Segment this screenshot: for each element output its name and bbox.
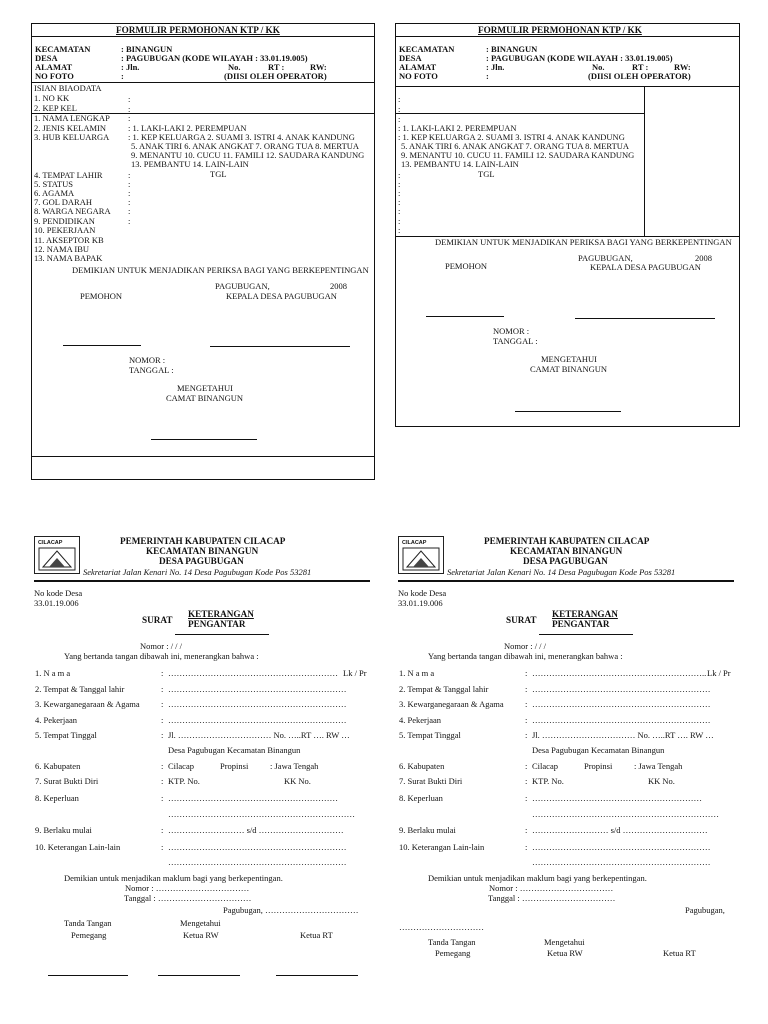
label-nomor: NOMOR : xyxy=(129,355,166,365)
colon: : xyxy=(161,730,164,740)
colon: : xyxy=(525,668,528,678)
colon: : xyxy=(398,179,401,189)
field-label: 7. GOL DARAH xyxy=(34,197,93,207)
value-alamat: : Jln. xyxy=(121,62,140,72)
value-desa: : PAGUBUGAN (KODE WILAYAH : 33.01.19.005) xyxy=(486,53,673,63)
row-label: 3. Kewarganegaraan & Agama xyxy=(35,699,140,709)
place-pagubugan: PAGUBUGAN, xyxy=(578,253,633,263)
field-label: 12. NAMA IBU xyxy=(34,244,90,254)
row-label: 7. Surat Bukti Diri xyxy=(399,776,463,786)
jenis-kelamin-options: : 1. LAKI-LAKI 2. PEREMPUAN xyxy=(398,123,517,133)
colon: : xyxy=(525,684,528,694)
signature-line xyxy=(276,975,358,976)
value-alamat: : Jln. xyxy=(486,62,505,72)
colon: : xyxy=(128,113,131,123)
label-no: No. xyxy=(228,62,241,72)
value-kecamatan: : BINANGUN xyxy=(121,44,173,54)
label-kk-no: KK No. xyxy=(284,776,311,786)
value-kode-desa: 33.01.19.006 xyxy=(34,598,79,608)
label-rw: RW: xyxy=(674,62,691,72)
row-label: 2. Tempat & Tanggal lahir xyxy=(399,684,489,694)
photo-box-border xyxy=(644,86,645,113)
nomor-line: Nomor : / / / xyxy=(140,641,183,651)
label-propinsi: Propinsi xyxy=(584,761,613,771)
hub-keluarga-options: 13. PEMBANTU 14. LAIN-LAIN xyxy=(401,159,519,169)
colon: : xyxy=(398,197,401,207)
dots-keperluan-2: ………………………………………………………… xyxy=(532,809,719,819)
row-label: 8. Keperluan xyxy=(35,793,79,803)
colon: : xyxy=(398,216,401,226)
tempat-tinggal-dots: Jl. …………………………… No. …..RT …. RW … xyxy=(168,730,350,740)
value-kabupaten: Cilacap xyxy=(168,761,194,771)
dots: ……………………………………………………… xyxy=(532,842,711,852)
colon: : xyxy=(525,776,528,786)
field-label: 5. STATUS xyxy=(34,179,73,189)
row-label: 4. Pekerjaan xyxy=(399,715,442,725)
colon: : xyxy=(525,825,528,835)
dots: ……………………………………………………… xyxy=(168,699,347,709)
value-propinsi: : Jawa Tengah xyxy=(634,761,683,771)
row-label: 1. N a m a xyxy=(399,668,435,678)
nomor-line: Nomor : / / / xyxy=(504,641,547,651)
label-rw: RW: xyxy=(310,62,327,72)
dots: ……………………………………………………… xyxy=(168,684,347,694)
hub-keluarga-options: 5. ANAK TIRI 6. ANAK ANGKAT 7. ORANG TUA 8. MERTUA xyxy=(131,141,360,151)
row-label: 6. Kabupaten xyxy=(35,761,81,771)
colon: : xyxy=(161,761,164,771)
colon: : xyxy=(398,94,401,104)
intro-text: Yang bertanda tangan dibawah ini, menerangkan bahwa : xyxy=(428,651,623,661)
label-propinsi: Propinsi xyxy=(220,761,249,771)
sig-ketua-rw: Ketua RW xyxy=(547,948,583,958)
header-address: Sekretariat Jalan Kenari No. 14 Desa Pagubugan Kode Pos 53281 xyxy=(447,567,676,577)
dots: ……………………………………………………… xyxy=(532,699,711,709)
dots-keperluan: …………………………………………………… xyxy=(532,793,702,803)
hub-keluarga-options: : 1. KEP KELUARGA 2. SUAMI 3. ISTRI 4. ANAK KANDUNG xyxy=(398,132,625,142)
desa-kecamatan: Desa Pagubugan Kecamatan Binangun xyxy=(168,745,301,755)
label-pemohon: PEMOHON xyxy=(445,261,488,271)
sig-pemegang: Pemegang xyxy=(435,948,471,958)
colon: : xyxy=(128,94,131,104)
place-date: Pagubugan, xyxy=(685,905,725,915)
label-lk-pr: Lk / Pr xyxy=(343,668,367,678)
label-mengetahui: MENGETAHUI xyxy=(177,383,233,393)
label-camat: CAMAT BINANGUN xyxy=(166,393,244,403)
colon: : xyxy=(525,730,528,740)
colon: : xyxy=(398,225,401,235)
place-date: Pagubugan, …………………………… xyxy=(223,905,359,915)
hub-keluarga-options: : 1. KEP KELUARGA 2. SUAMI 3. ISTRI 4. ANAK KANDUNG xyxy=(128,132,355,142)
sig-tanda-tangan: Tanda Tangan xyxy=(428,937,476,947)
colon: : xyxy=(128,197,131,207)
label-kepala-desa: KEPALA DESA PAGUBUGAN xyxy=(226,291,337,301)
header-address: Sekretariat Jalan Kenari No. 14 Desa Pagubugan Kode Pos 53281 xyxy=(83,567,312,577)
title-underline xyxy=(539,634,633,635)
label-kode-desa: No kode Desa xyxy=(398,588,447,598)
row-label: 7. Surat Bukti Diri xyxy=(35,776,99,786)
row-label: 8. Keperluan xyxy=(399,793,443,803)
divider xyxy=(31,456,375,457)
value-kabupaten: Cilacap xyxy=(532,761,558,771)
header-line-3: DESA PAGUBUGAN xyxy=(159,556,244,566)
colon: : xyxy=(525,699,528,709)
divider xyxy=(31,36,375,37)
divider xyxy=(395,86,740,87)
colon: : xyxy=(128,188,131,198)
label-kepala-desa: KEPALA DESA PAGUBUGAN xyxy=(590,262,701,272)
label-rt: RT : xyxy=(268,62,285,72)
signature-line xyxy=(151,439,257,440)
label-rt: RT : xyxy=(632,62,649,72)
row-label: 5. Tempat Tinggal xyxy=(399,730,461,740)
row-label: 9. Berlaku mulai xyxy=(399,825,456,835)
colon: : xyxy=(525,793,528,803)
label-alamat: ALAMAT xyxy=(35,62,73,72)
row-label: 1. N a m a xyxy=(35,668,71,678)
row-label: 2. Tempat & Tanggal lahir xyxy=(35,684,125,694)
colon: : xyxy=(161,825,164,835)
value-kode-desa: 33.01.19.006 xyxy=(398,598,443,608)
header-line-2: KECAMATAN BINANGUN xyxy=(146,546,259,556)
label-no: No. xyxy=(592,62,605,72)
hub-keluarga-options: 9. MENANTU 10. CUCU 11. FAMILI 12. SAUDARA KANDUNG xyxy=(131,150,365,160)
closing-nomor: Nomor : …………………………… xyxy=(125,883,250,893)
field-label: 4. TEMPAT LAHIR xyxy=(34,170,103,180)
colon: : xyxy=(128,104,131,114)
colon: : xyxy=(128,206,131,216)
row-label: 10. Keterangan Lain-lain xyxy=(35,842,121,852)
field-label: 11. AKSEPTOR KB xyxy=(34,235,104,245)
label-kecamatan: KECAMATAN xyxy=(399,44,455,54)
value-kecamatan: : BINANGUN xyxy=(486,44,538,54)
photo-box-border xyxy=(644,113,645,236)
dots-keperluan: …………………………………………………… xyxy=(168,793,338,803)
row-label: 6. Kabupaten xyxy=(399,761,445,771)
field-label: 9. PENDIDIKAN xyxy=(34,216,95,226)
label-pemohon: PEMOHON xyxy=(80,291,123,301)
closing-tanggal: Tanggal : …………………………… xyxy=(124,893,252,903)
emblem-icon xyxy=(399,537,443,573)
demikian-text: DEMIKIAN UNTUK MENJADIKAN PERIKSA BAGI YANG BERKEPENTINGAN xyxy=(72,265,369,275)
label-tgl: TGL xyxy=(210,169,227,179)
year: 2008 xyxy=(330,281,347,291)
colon: : xyxy=(525,715,528,725)
cilacap-logo xyxy=(34,536,80,574)
label-camat: CAMAT BINANGUN xyxy=(530,364,608,374)
divider xyxy=(395,36,740,37)
sig-pemegang: Pemegang xyxy=(71,930,107,940)
row-label: 10. Keterangan Lain-lain xyxy=(399,842,485,852)
signature-line xyxy=(48,975,128,976)
colon: : xyxy=(161,668,164,678)
operator-note: (DIISI OLEH OPERATOR) xyxy=(224,71,327,81)
label-ktp-no: KTP. No. xyxy=(532,776,564,786)
label-mengetahui: MENGETAHUI xyxy=(541,354,597,364)
label-desa: DESA xyxy=(399,53,422,63)
colon: : xyxy=(128,170,131,180)
header-rule xyxy=(34,580,370,582)
label-lk-pr: Lk / Pr xyxy=(707,668,731,678)
label-alamat: ALAMAT xyxy=(399,62,437,72)
title-surat: SURAT xyxy=(142,615,173,625)
colon: : xyxy=(161,776,164,786)
field-label: 8. WARGA NEGARA xyxy=(34,206,111,216)
dots: ……………………………………………………… xyxy=(532,715,711,725)
header-line-3: DESA PAGUBUGAN xyxy=(523,556,608,566)
colon: : xyxy=(161,842,164,852)
colon: : xyxy=(161,684,164,694)
dots-keperluan-2: ………………………………………………………… xyxy=(168,809,355,819)
label-ktp-no: KTP. No. xyxy=(168,776,200,786)
colon: : xyxy=(128,216,131,226)
label-tgl: TGL xyxy=(478,169,495,179)
value-desa: : PAGUBUGAN (KODE WILAYAH : 33.01.19.005) xyxy=(121,53,308,63)
field-label: 2. KEP KEL xyxy=(34,103,77,113)
field-label: 1. NAMA LENGKAP xyxy=(34,113,110,123)
dots-nama: …………………………………………………….. xyxy=(532,668,707,678)
sig-mengetahui: Mengetahui xyxy=(180,918,221,928)
title-surat: SURAT xyxy=(506,615,537,625)
place-pagubugan: PAGUBUGAN, xyxy=(215,281,270,291)
field-label: 2. JENIS KELAMIN xyxy=(34,123,107,133)
value-nofoto: : xyxy=(121,71,124,81)
field-label: 10. PEKERJAAN xyxy=(34,225,96,235)
title-keterangan: KETERANGAN xyxy=(552,609,618,619)
dots: ……………………………………………………… xyxy=(532,857,711,867)
year: 2008 xyxy=(695,253,712,263)
colon: : xyxy=(161,715,164,725)
logo-text: CILACAP xyxy=(402,540,427,546)
closing-text: Demikian untuk menjadikan maklum bagi yang berkepentingan. xyxy=(64,873,283,883)
title-underline xyxy=(175,634,269,635)
signature-line xyxy=(515,411,621,412)
signature-line xyxy=(158,975,240,976)
signature-line xyxy=(63,345,141,346)
form-title: FORMULIR PERMOHONAN KTP / KK xyxy=(478,25,642,35)
dots-nama: …………………………………………………… xyxy=(168,668,338,678)
date-dots: ………………………… xyxy=(399,922,484,932)
title-keterangan: KETERANGAN xyxy=(188,609,254,619)
emblem-icon xyxy=(35,537,79,573)
row-label: 5. Tempat Tinggal xyxy=(35,730,97,740)
header-rule xyxy=(398,580,734,582)
closing-tanggal: Tanggal : …………………………… xyxy=(488,893,616,903)
colon: : xyxy=(398,188,401,198)
label-tanggal: TANGGAL : xyxy=(129,365,174,375)
hub-keluarga-options: 13. PEMBANTU 14. LAIN-LAIN xyxy=(131,159,249,169)
row-label: 3. Kewarganegaraan & Agama xyxy=(399,699,504,709)
field-label: 6. AGAMA xyxy=(34,188,75,198)
hub-keluarga-options: 9. MENANTU 10. CUCU 11. FAMILI 12. SAUDARA KANDUNG xyxy=(401,150,635,160)
field-label: 3. HUB KELUARGA xyxy=(34,132,110,142)
dots: ……………………………………………………… xyxy=(168,715,347,725)
row-label: 4. Pekerjaan xyxy=(35,715,78,725)
title-pengantar: PENGANTAR xyxy=(188,619,246,629)
sig-tanda-tangan: Tanda Tangan xyxy=(64,918,112,928)
operator-note: (DIISI OLEH OPERATOR) xyxy=(588,71,691,81)
header-line-1: PEMERINTAH KABUPATEN CILACAP xyxy=(120,536,286,546)
signature-line xyxy=(426,316,504,317)
dots: ……………………………………………………… xyxy=(168,857,347,867)
sig-ketua-rt: Ketua RT xyxy=(300,930,333,940)
dots: ……………………………………………………… xyxy=(532,684,711,694)
field-label: 1. NO KK xyxy=(34,93,70,103)
logo-text: CILACAP xyxy=(38,540,63,546)
value-propinsi: : Jawa Tengah xyxy=(270,761,319,771)
section-biodata: ISIAN BIAODATA xyxy=(34,83,102,93)
colon: : xyxy=(161,699,164,709)
label-kode-desa: No kode Desa xyxy=(34,588,83,598)
sig-ketua-rw: Ketua RW xyxy=(183,930,219,940)
sig-mengetahui: Mengetahui xyxy=(544,937,585,947)
title-pengantar: PENGANTAR xyxy=(552,619,610,629)
value-nofoto: : xyxy=(486,71,489,81)
colon: : xyxy=(525,761,528,771)
tempat-tinggal-dots: Jl. …………………………… No. …..RT …. RW … xyxy=(532,730,714,740)
label-desa: DESA xyxy=(35,53,58,63)
colon: : xyxy=(398,170,401,180)
desa-kecamatan: Desa Pagubugan Kecamatan Binangun xyxy=(532,745,665,755)
field-label: 13. NAMA BAPAK xyxy=(34,253,103,263)
label-nofoto: NO FOTO xyxy=(35,71,74,81)
colon: : xyxy=(525,842,528,852)
dots-berlaku: ……………………… s/d ………………………… xyxy=(532,825,708,835)
divider xyxy=(395,113,645,114)
intro-text: Yang bertanda tangan dibawah ini, menerangkan bahwa : xyxy=(64,651,259,661)
colon: : xyxy=(398,206,401,216)
jenis-kelamin-options: : 1. LAKI-LAKI 2. PEREMPUAN xyxy=(128,123,247,133)
cilacap-logo xyxy=(398,536,444,574)
signature-line xyxy=(210,346,350,347)
label-tanggal: TANGGAL : xyxy=(493,336,538,346)
label-kk-no: KK No. xyxy=(648,776,675,786)
dots: ……………………………………………………… xyxy=(168,842,347,852)
closing-nomor: Nomor : …………………………… xyxy=(489,883,614,893)
colon: : xyxy=(398,114,401,124)
header-line-2: KECAMATAN BINANGUN xyxy=(510,546,623,556)
row-label: 9. Berlaku mulai xyxy=(35,825,92,835)
colon: : xyxy=(398,104,401,114)
label-nofoto: NO FOTO xyxy=(399,71,438,81)
label-nomor: NOMOR : xyxy=(493,326,530,336)
header-line-1: PEMERINTAH KABUPATEN CILACAP xyxy=(484,536,650,546)
colon: : xyxy=(128,179,131,189)
closing-text: Demikian untuk menjadikan maklum bagi yang berkepentingan. xyxy=(428,873,647,883)
hub-keluarga-options: 5. ANAK TIRI 6. ANAK ANGKAT 7. ORANG TUA 8. MERTUA xyxy=(401,141,630,151)
demikian-text: DEMIKIAN UNTUK MENJADIKAN PERIKSA BAGI YANG BERKEPENTINGAN xyxy=(435,237,732,247)
form-title: FORMULIR PERMOHONAN KTP / KK xyxy=(116,25,280,35)
dots-berlaku: ……………………… s/d ………………………… xyxy=(168,825,344,835)
sig-ketua-rt: Ketua RT xyxy=(663,948,696,958)
signature-line xyxy=(575,318,715,319)
label-kecamatan: KECAMATAN xyxy=(35,44,91,54)
colon: : xyxy=(161,793,164,803)
